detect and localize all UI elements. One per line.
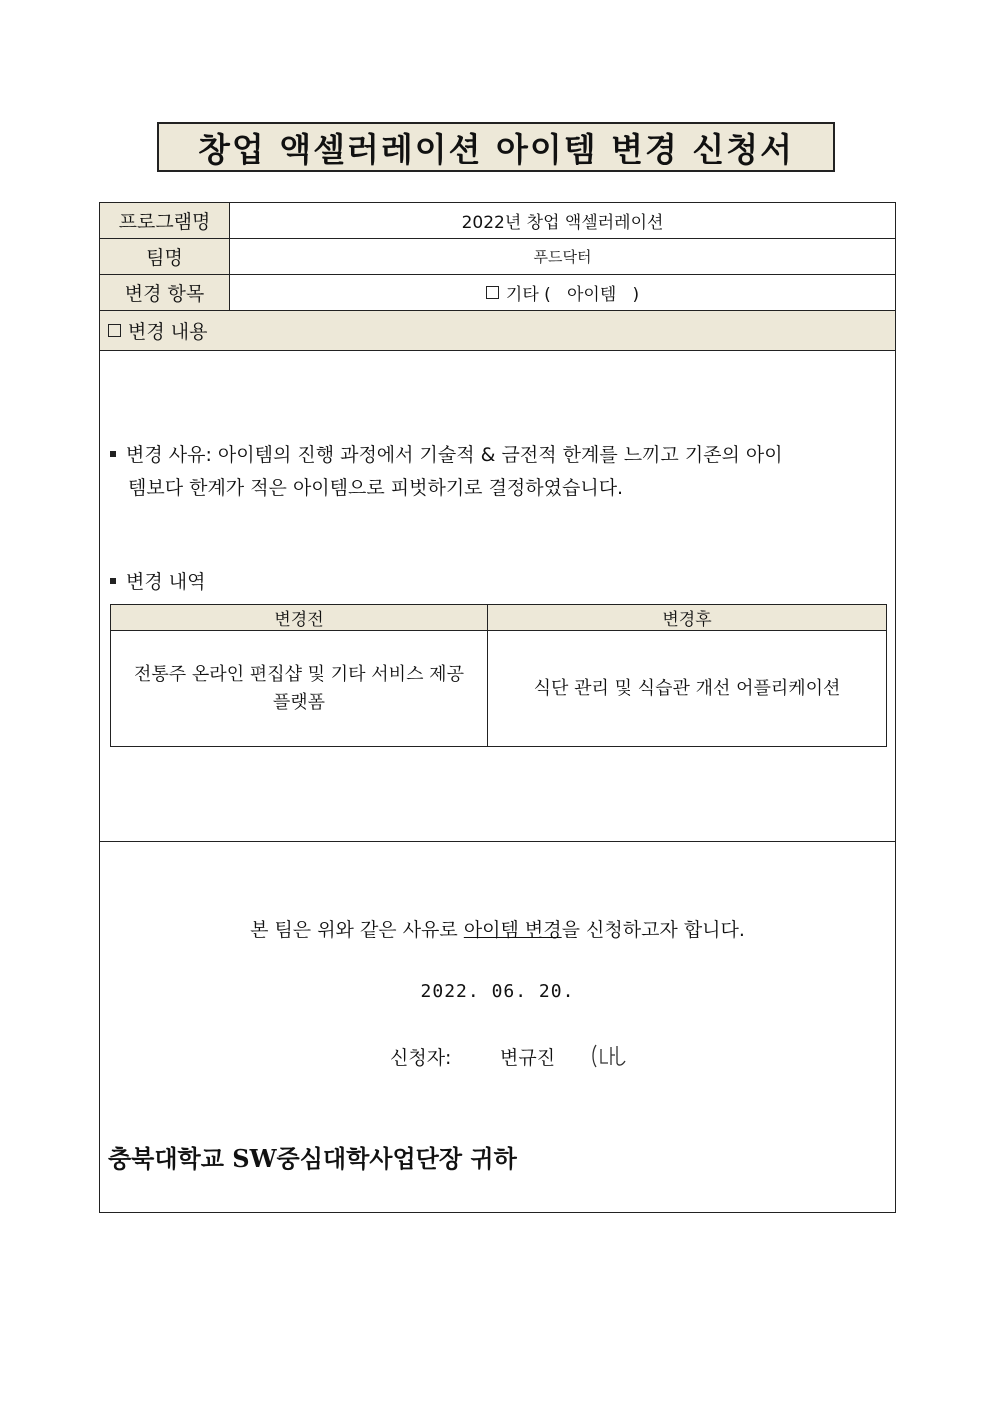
table-row — [111, 631, 886, 746]
applicant-label: 신청자: — [390, 1047, 452, 1069]
change-history-table — [110, 604, 887, 747]
history-label-wrap — [110, 567, 205, 594]
reason-line-1: 변경 사유: 아이템의 진행 과정에서 기술적 & 금전적 한계를 느끼고 기존의 아이 — [126, 444, 783, 466]
before-value: 전통주 온라인 편집샵 및 기타 서비스 제공 플랫폼 — [111, 631, 488, 746]
application-date: 2022. 06. 20. — [420, 981, 575, 1002]
recipient: 충북대학교 SW중심대학사업단장 귀하 — [108, 1144, 517, 1173]
checkbox-icon — [108, 324, 121, 337]
program-label: 프로그램명 — [100, 203, 230, 238]
category-value-cell — [230, 275, 895, 310]
statement-prefix: 본 팀은 위와 같은 사유로 — [250, 919, 464, 941]
statement-underlined: 아이템 변경 — [463, 919, 562, 941]
team-label: 팀명 — [100, 239, 230, 274]
section-divider — [100, 841, 895, 842]
bullet-icon — [110, 578, 116, 584]
team-row — [100, 239, 895, 275]
application-form — [99, 202, 896, 1213]
bullet-icon — [110, 451, 116, 457]
application-statement — [100, 915, 895, 942]
after-header: 변경후 — [662, 610, 712, 630]
change-reason — [110, 439, 888, 505]
program-value: 2022년 창업 액셀러레이션 — [461, 213, 664, 233]
checkbox-icon — [486, 286, 499, 299]
program-row — [100, 203, 895, 239]
applicant-name: 변규진 — [500, 1047, 556, 1069]
team-value: 푸드닥터 — [533, 248, 592, 266]
before-header: 변경전 — [111, 605, 488, 630]
category-value: 기타 ( 아이템 ) — [505, 285, 640, 305]
document-title: 창업 액셀러레이션 아이템 변경 신청서 — [157, 122, 835, 172]
category-label: 변경 항목 — [100, 275, 230, 310]
statement-suffix: 을 신청하고자 합니다. — [561, 919, 745, 941]
section-heading-text: 변경 내용 — [128, 321, 208, 343]
table-header-row — [111, 605, 886, 631]
section-heading — [100, 311, 895, 351]
reason-line-2: 템보다 한계가 적은 아이템으로 피벗하기로 결정하였습니다. — [128, 477, 624, 499]
category-row — [100, 275, 895, 311]
signature-icon — [590, 1041, 630, 1075]
history-label: 변경 내역 — [126, 571, 206, 593]
after-value: 식단 관리 및 식습관 개선 어플리케이션 — [533, 677, 841, 699]
